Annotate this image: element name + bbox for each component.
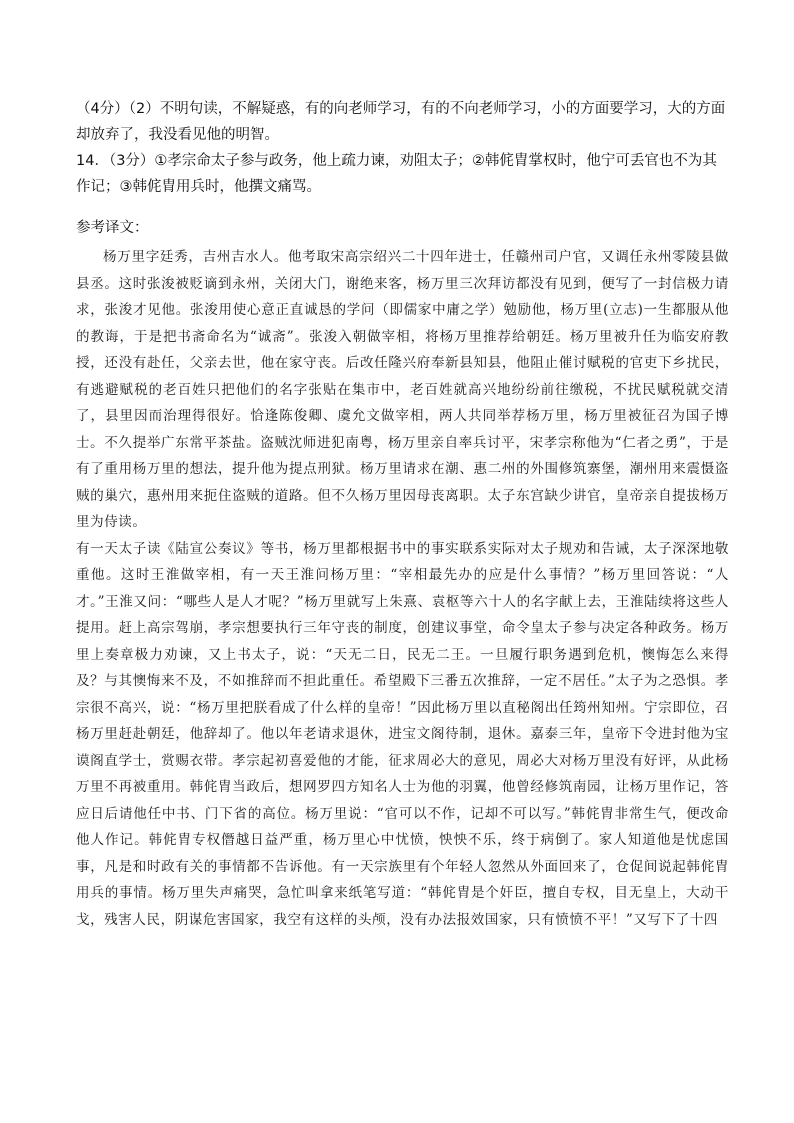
- reference-translation-heading: 参考译文：: [76, 220, 149, 236]
- reference-translation-body: [76, 244, 729, 933]
- answer-13-translation: （4分）（2）不明句读，不解疑惑，有的向老师学习，有的不向老师学习，小的方面要学习，大的方面却放弃了，我没看见他的明智。: [76, 101, 726, 143]
- answer-section: [76, 96, 726, 200]
- answer-14: 14．（3分）①孝宗命太子参与政务，他上疏力谏，劝阻太子；②韩侂胄掌权时，他宁可丢官也不为其作记；③韩侂胄用兵时，他撰文痛骂。: [76, 153, 717, 195]
- translation-paragraph: 杨万里字廷秀，吉州吉水人。他考取宋高宗绍兴二十四年进士，任赣州司户官，又调任永州零陵县做县丞。这时张浚被贬谪到永州，关闭大门，谢绝来客，杨万里三次拜访都没有见到，便写了一封信极力请求，张浚才见他。张浚用使心意正直诚恳的学问（即儒家中庸之学）勉励他，杨万里(立志)一生都服从他的教诲，于是把书斋命名为“诚斋”。张浚入朝做宰相，将杨万里推荐给朝廷。杨万里被升任为临安府教授，还没有赴任，父亲去世，他在家守丧。后改任隆兴府奉新县知县，他阻止催讨赋税的官吏下乡扰民，有逃避赋税的老百姓只把他们的名字张贴在集市中，老百姓就高兴地纷纷前往缴税，不扰民赋税就交清了，县里因而治理得很好。恰逢陈俊卿、虞允文做宰相，两人共同举荐杨万里，杨万里被征召为国子博士。不久提举广东常平茶盐。盗贼沈师进犯南粤，杨万里亲自率兵讨平，宋孝宗称他为“仁者之勇”，于是有了重用杨万里的想法，提升他为提点刑狱。杨万里请求在潮、惠二州的外围修筑寨堡，潮州用来震慑盗贼的巢穴，惠州用来扼住盗贼的道路。但不久杨万里因母丧离职。太子东宫缺少讲官，皇帝亲自提拔杨万里为侍读。: [76, 249, 729, 530]
- translation-paragraph: 有一天太子读《陆宣公奏议》等书，杨万里都根据书中的事实联系实际对太子规劝和告诫，太子深深地敬重他。这时王淮做宰相，有一天王淮问杨万里：“宰相最先办的应是什么事情？”杨万里回答说：“人才。”王淮又问：“哪些人是人才呢？”杨万里就写上朱熹、袁枢等六十人的名字献上去，王淮陆续将这些人提用。赶上高宗驾崩，孝宗想要执行三年守丧的制度，创建议事堂，命令皇太子参与决定各种政务。杨万里上奏章极力劝谏，又上书太子，说：“天无二日，民无二王。一旦履行职务遇到危机，懊悔怎么来得及？与其懊悔来不及，不如推辞而不担此重任。希望殿下三番五次推辞，一定不居任。”太子为之恐惧。孝宗很不高兴，说：“杨万里把朕看成了什么样的皇帝！”因此杨万里以直秘阁出任筠州知州。宁宗即位，召杨万里赶赴朝廷，他辞却了。他以年老请求退休，进宝文阁待制，退休。嘉泰三年，皇帝下令进封他为宝谟阁直学士，赏赐衣带。孝宗起初喜爱他的才能，征求周必大的意见，周必大对杨万里没有好评，从此杨万里不再被重用。韩侂胄当政后，想网罗四方知名人士为他的羽翼，他曾经修筑南园，让杨万里作记，答应日后请他任中书、门下省的高位。杨万里说：“官可以不作，记却不可以写。”韩侂胄非常生气，便改命他人作记。韩侂胄专权僭越日益严重，杨万里心中忧愤，怏怏不乐，终于病倒了。家人知道他是忧虑国事，凡是和时政有关的事情都不告诉他。有一天宗族里有个年轻人忽然从外面回来了，仓促间说起韩侂胄用兵的事情。杨万里失声痛哭，急忙叫拿来纸笔写道：“韩侂胄是个奸臣，擅自专权，目无皇上，大动干戈，残害人民，阴谋危害国家，我空有这样的头颅，没有办法报效国家，只有愤愤不平！”又写下了十四: [76, 540, 729, 928]
